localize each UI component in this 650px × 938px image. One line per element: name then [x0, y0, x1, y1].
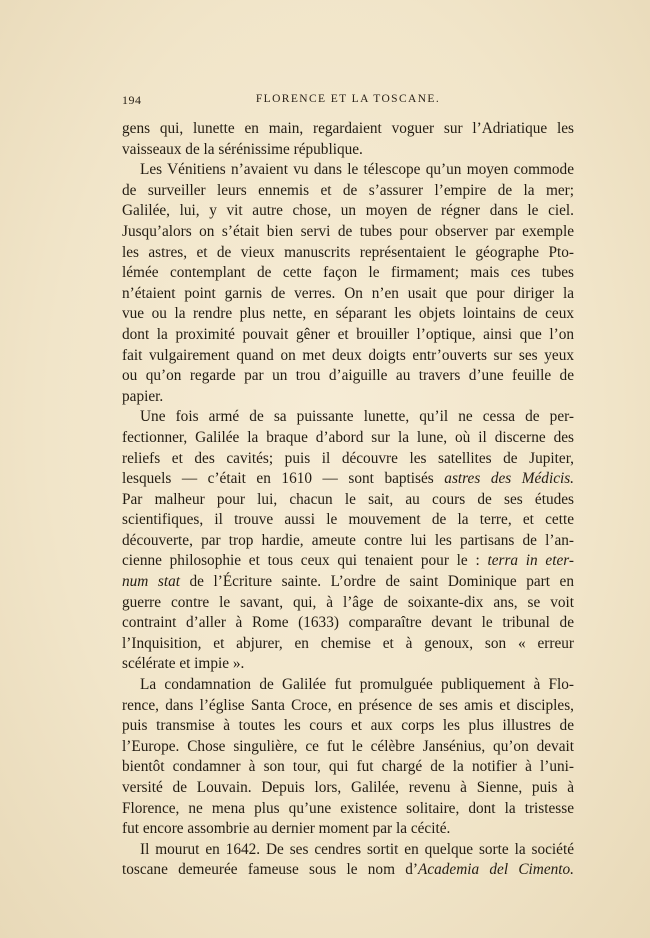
text-line: gens qui, lunette en main, regardaient voguer sur l’Adriatique les — [122, 120, 574, 137]
text-line: papier. — [122, 387, 164, 405]
text-run: toscane demeurée fameuse sous le nom d’ — [122, 861, 418, 879]
text-line: Galilée, lui, y vit autre chose, un moyen de régner dans le ciel. — [122, 202, 574, 220]
text-line: lémée contemplant de cette façon le firmament; mais ces tubes — [122, 264, 574, 282]
text-line: dont la proximité pouvait gêner et brouiller l’optique, ainsi que l’on — [122, 325, 574, 343]
paragraph-4 — [122, 675, 574, 840]
text-line: fut encore assombrie au dernier moment par la cécité. — [122, 820, 451, 838]
page-number: 194 — [122, 93, 142, 107]
italic-run: num stat — [122, 573, 180, 591]
text-line: bientôt condamner à son tour, qui fut chargé de la notifier à l’uni- — [122, 758, 574, 776]
text-line: n’étaient point garnis de verres. On n’en usait que pour diriger la — [122, 284, 574, 302]
italic-run: astres des Médicis. — [444, 470, 575, 488]
text-run: cienne philosophie et tous ceux qui tenaient pour le : — [122, 552, 488, 570]
text-line: Les Vénitiens n’avaient vu dans le télescope qu’un moyen commode — [140, 161, 574, 179]
text-line: scélérate et impie ». — [122, 655, 245, 673]
text-line: scientifiques, il trouve aussi le mouvement de la terre, et cette — [122, 511, 574, 529]
italic-run: Academia del Cimento. — [417, 861, 575, 879]
page-header — [122, 93, 574, 109]
paragraph-2 — [122, 160, 574, 407]
text-line: l’Europe. Chose singulière, ce fut le célèbre Jansénius, qu’on devait — [122, 737, 574, 755]
text-line-mixed — [122, 469, 574, 490]
text-line-mixed — [122, 860, 574, 881]
text-line-mixed — [122, 572, 574, 593]
text-line: fait vulgairement quand on met deux doigts entr’ouverts sur ses yeux — [122, 346, 574, 364]
text-line: l’Inquisition, et abjurer, en chemise et à genoux, son « erreur — [122, 634, 574, 652]
text-line: Il mourut en 1642. De ses cendres sortit en quelque sorte la société — [140, 840, 574, 858]
text-line: Jusqu’alors on s’était bien servi de tubes pour observer par exemple — [122, 222, 574, 240]
text-line: rence, dans l’église Santa Croce, en présence de ses amis et disciples, — [122, 696, 574, 714]
italic-run: terra in eter- — [487, 552, 575, 570]
text-line: guerre contre le savant, qui, à l’âge de soixante-dix ans, se voit — [122, 593, 574, 611]
text-line: puis transmise à toutes les cours et aux corps les plus illustres de — [122, 717, 574, 735]
text-line: les astres, et de vieux manuscrits représentaient le géographe Pto- — [122, 243, 574, 261]
text-run: de l’Écriture sainte. L’ordre de saint Dominique part en — [179, 573, 574, 591]
text-line: ou qu’on regarde par un trou d’aiguille au travers d’une feuille de — [122, 367, 574, 385]
text-line: versité de Louvain. Depuis lors, Galilée, revenu à Sienne, puis à — [122, 779, 574, 796]
text-run: lesquels — c’était en 1610 — sont baptisés — [122, 470, 445, 488]
text-line: fectionner, Galilée la braque d’abord sur la lune, où il discerne des — [122, 428, 574, 446]
page-body — [122, 119, 574, 881]
text-line: vaisseaux de la sérénissime république. — [122, 140, 363, 158]
text-line: de surveiller leurs ennemis et de s’assurer l’empire de la mer; — [122, 181, 574, 199]
text-line: vue ou la rendre plus nette, en séparant les objets lointains de ceux — [122, 305, 574, 323]
text-line-mixed — [122, 551, 574, 572]
paragraph-3 — [122, 407, 574, 675]
text-line: Par malheur pour lui, chacun le sait, au cours de ses études — [122, 490, 574, 508]
paragraph-1 — [122, 119, 574, 160]
text-line: La condamnation de Galilée fut promulguée publiquement à Flo- — [140, 676, 574, 694]
paragraph-5 — [122, 840, 574, 881]
running-title: FLORENCE ET LA TOSCANE. — [255, 93, 441, 105]
text-line: reliefs et des cavités; puis il découvre les satellites de Jupiter, — [122, 449, 574, 467]
text-line: Florence, ne mena plus qu’une existence solitaire, dont la tristesse — [122, 799, 574, 817]
text-line: Une fois armé de sa puissante lunette, qu’il ne cessa de per- — [140, 408, 574, 426]
text-line: contraint d’aller à Rome (1633) comparaître devant le tribunal de — [122, 614, 574, 632]
text-line: découverte, par trop hardie, ameute contre lui les partisans de l’an- — [122, 531, 574, 549]
